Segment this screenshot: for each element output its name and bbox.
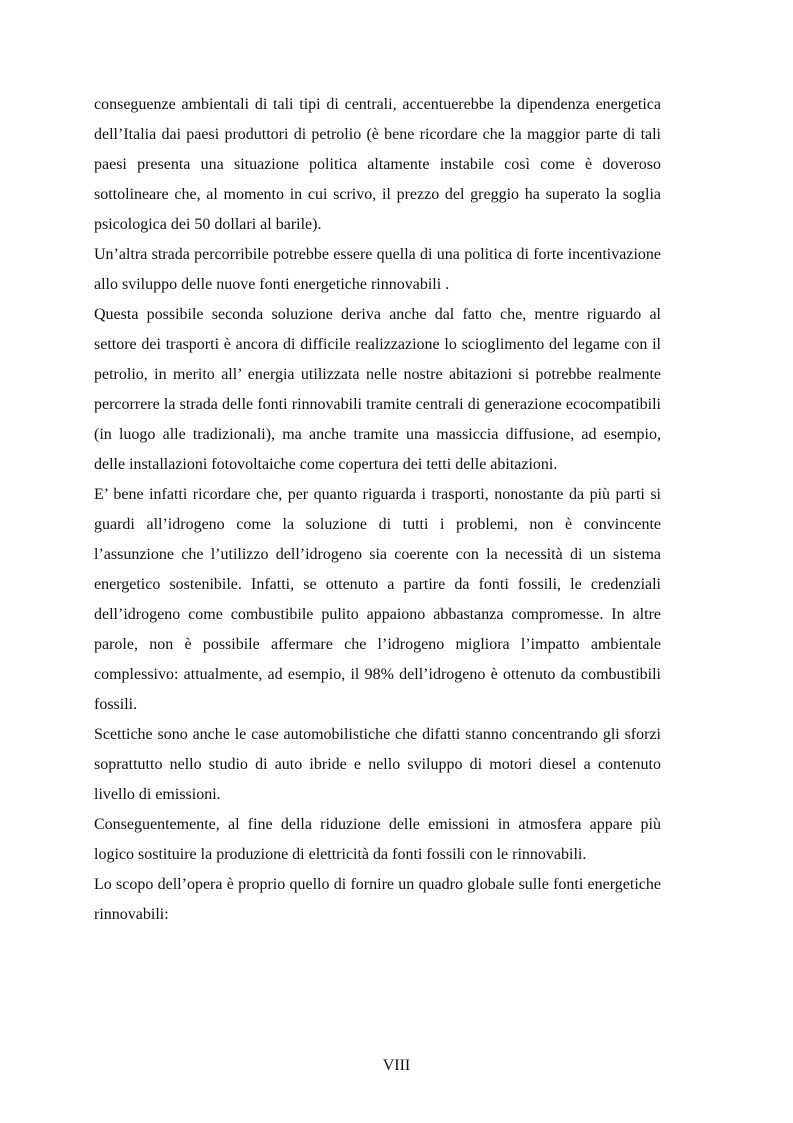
- paragraph-1: conseguenze ambientali di tali tipi di centrali, accentuerebbe la dipendenza energetica dell’Italia dai paesi produttori di petrolio (è bene ricordare che la maggior parte di tali paesi presenta una situazione politica altamente instabile così come è doveroso sottolineare che, al momento in cui scrivo, il prezzo del greggio ha superato la soglia psicologica dei 50 dollari al barile).: [94, 96, 661, 233]
- page-body: [94, 90, 661, 930]
- page-number: VIII: [382, 1057, 411, 1074]
- paragraph-2: Un’altra strada percorribile potrebbe essere quella di una politica di forte incentivazione allo sviluppo delle nuove fonti energetiche rinnovabili .: [94, 246, 661, 293]
- paragraph-4: E’ bene infatti ricordare che, per quanto riguarda i trasporti, nonostante da più parti si guardi all’idrogeno come la soluzione di tutti i problemi, non è convincente l’assunzione che l’utilizzo dell’idrogeno sia coerente con la necessità di un sistema energetico sostenibile. Infatti, se ottenuto a partire da fonti fossili, le credenziali dell’idrogeno come combustibile pulito appaiono abbastanza compromesse. In altre parole, non è possibile affermare che l’idrogeno migliora l’impatto ambientale complessivo: attualmente, ad esempio, il 98% dell’idrogeno è ottenuto da combustibili fossili.: [94, 486, 661, 713]
- paragraph-5: Scettiche sono anche le case automobilistiche che difatti stanno concentrando gli sforzi soprattutto nello studio di auto ibride e nello sviluppo di motori diesel a contenuto livello di emissioni.: [94, 726, 661, 803]
- paragraph-7: Lo scopo dell’opera è proprio quello di fornire un quadro globale sulle fonti energetiche rinnovabili:: [94, 876, 661, 923]
- paragraph-3: Questa possibile seconda soluzione deriva anche dal fatto che, mentre riguardo al settore dei trasporti è ancora di difficile realizzazione lo scioglimento del legame con il petrolio, in merito all’ energia utilizzata nelle nostre abitazioni si potrebbe realmente percorrere la strada delle fonti rinnovabili tramite centrali di generazione ecocompatibili (in luogo alle tradizionali), ma anche tramite una massiccia diffusione, ad esempio, delle installazioni fotovoltaiche come copertura dei tetti delle abitazioni.: [94, 306, 661, 473]
- paragraph-6: Conseguentemente, al fine della riduzione delle emissioni in atmosfera appare più logico sostituire la produzione di elettricità da fonti fossili con le rinnovabili.: [94, 816, 661, 863]
